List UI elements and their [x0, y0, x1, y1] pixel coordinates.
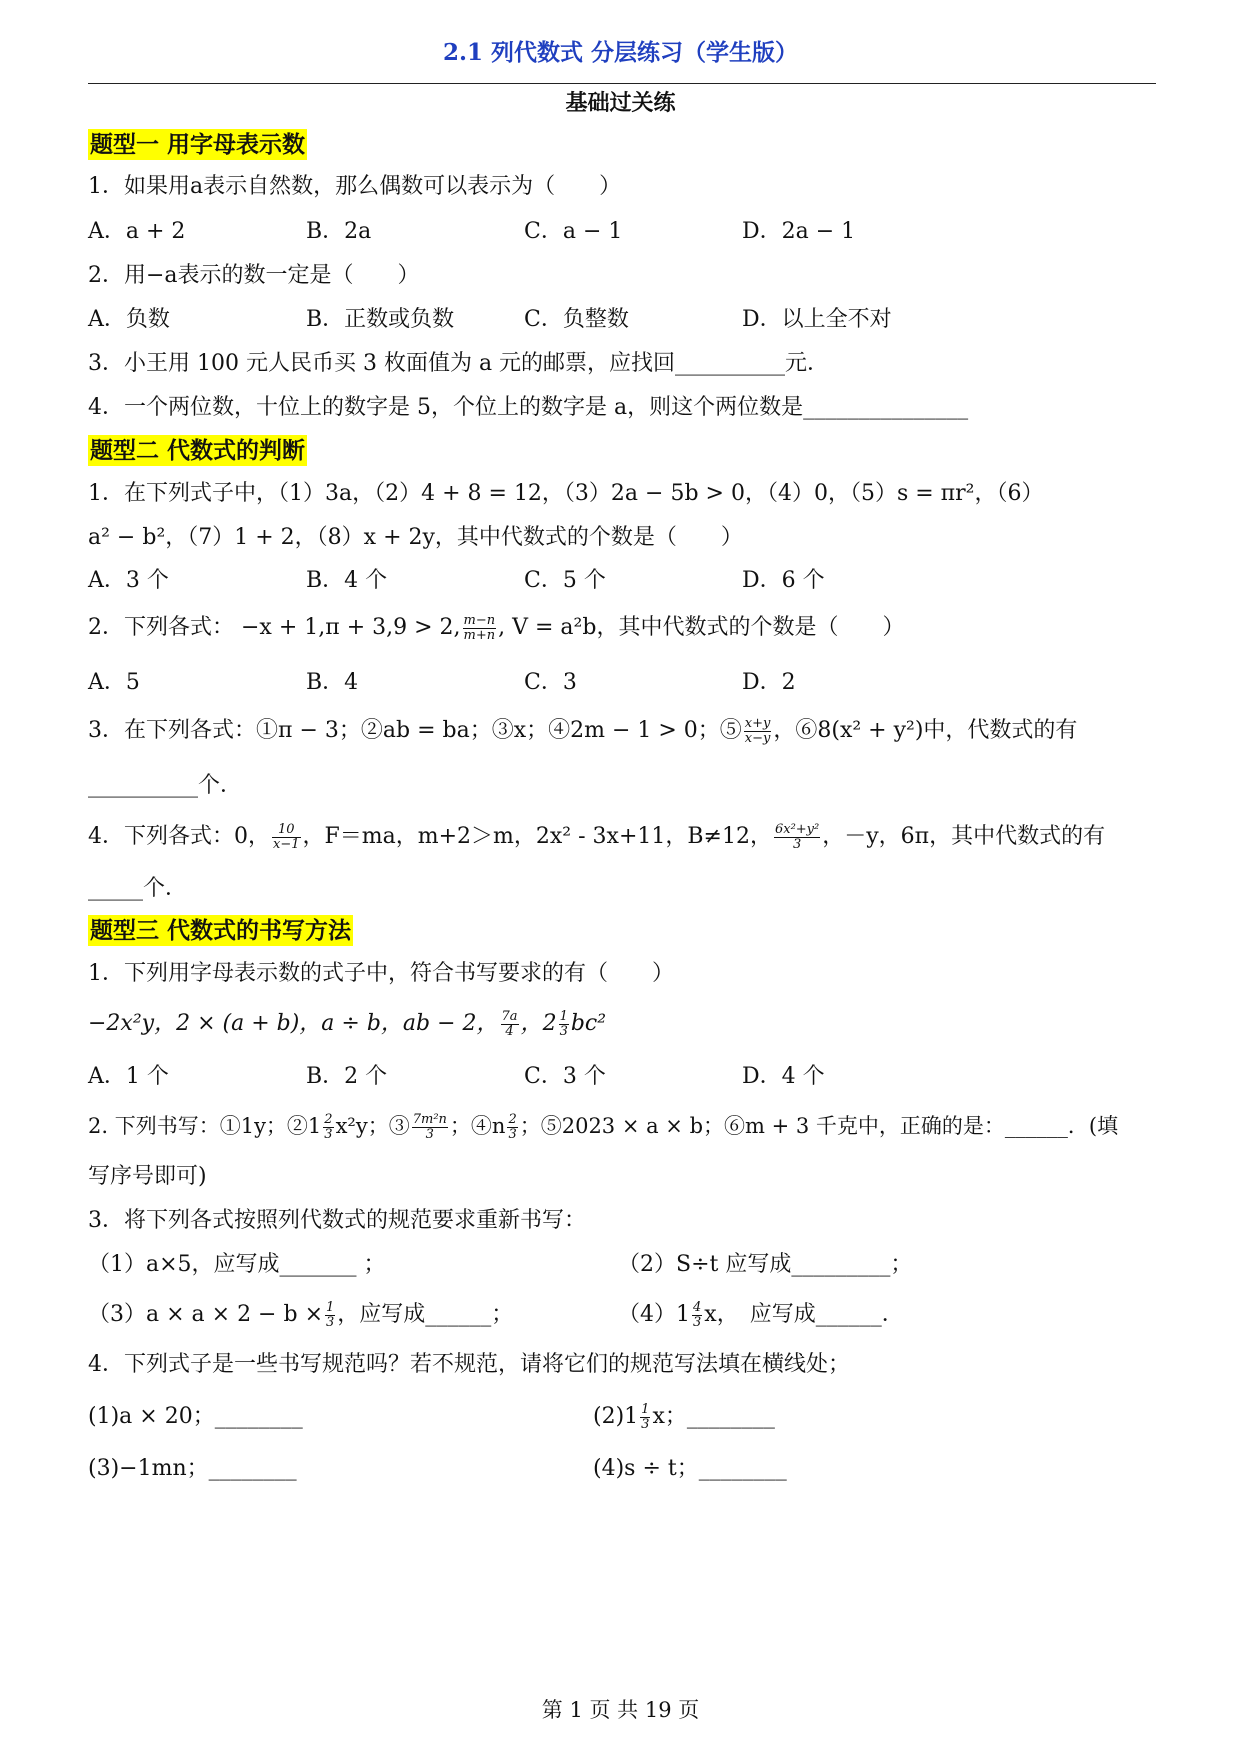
s1-q2-options	[88, 303, 1158, 337]
option-c: C．负整数	[524, 307, 629, 332]
option-b: B．4	[306, 670, 359, 695]
option-b: B．2a	[306, 219, 372, 244]
document-title: 2.1 列代数式 分层练习（学生版）	[442, 39, 799, 66]
fraction	[744, 717, 772, 746]
numerator: x+y	[744, 715, 771, 731]
option-b: B．2 个	[306, 1064, 388, 1089]
s3-q3-stem: 3．将下列各式按照列代数式的规范要求重新书写：	[88, 1208, 586, 1233]
s3-q2-stem	[88, 1109, 1158, 1143]
s3-q3-row2	[88, 1298, 1158, 1338]
option-d: D．以上全不对	[742, 307, 892, 332]
item-part: （4）1	[618, 1302, 690, 1327]
s3-q1-expr	[88, 1007, 1158, 1041]
section-1-heading	[88, 128, 1158, 163]
fraction	[323, 1113, 333, 1142]
fraction	[325, 1301, 335, 1330]
numerator: 7m²n	[412, 1112, 447, 1127]
numerator: 7a	[501, 1008, 518, 1024]
header-divider	[88, 83, 1156, 84]
stem-part: ，⑥8(x² + y²)中，代数式的有	[773, 718, 1078, 743]
s2-q1-options	[88, 564, 1158, 598]
denominator: m+n	[463, 627, 496, 643]
fraction	[272, 823, 301, 852]
s3-q4-stem: 4．下列式子是一些书写规范吗？若不规范，请将它们的规范写法填在横线处；	[88, 1352, 850, 1377]
s3-q1-options	[88, 1060, 1158, 1094]
s2-q2-stem	[88, 611, 1158, 645]
denominator: 3	[324, 1127, 333, 1142]
denominator: 3	[326, 1314, 335, 1330]
page-number: 第 1 页 共 19 页	[541, 1698, 700, 1722]
denominator: 3	[559, 1023, 568, 1039]
s1-q3-stem: 3．小王用 100 元人民币买 3 枚面值为 a 元的邮票，应找回__________元．	[88, 351, 830, 376]
numerator: 1	[326, 1299, 335, 1315]
item-part: (2)1	[593, 1404, 639, 1429]
numerator: 10	[272, 823, 301, 838]
level-title: 基础过关练	[565, 90, 676, 116]
numerator: 1	[559, 1008, 568, 1024]
s3-q4-row2	[88, 1452, 1158, 1486]
s2-q1-line2: a² − b²，（7）1 + 2，（8）x + 2y，其中代数式的个数是（ ）	[88, 525, 743, 550]
item-part: （3）a × a × 2 − b ×	[88, 1302, 323, 1327]
fraction	[692, 1301, 702, 1330]
s3-q4-row1	[88, 1400, 1158, 1440]
s1-q1-options	[88, 215, 1158, 249]
stem-part: , V = a²b，其中代数式的个数是（ ）	[498, 615, 905, 640]
s1-q4-stem: 4．一个两位数，十位上的数字是 5，个位上的数字是 a，则这个两位数是_______________	[88, 395, 969, 420]
item-3	[88, 1298, 513, 1332]
stem-part: 2. 下列书写：①1y；②1	[88, 1114, 322, 1138]
option-b: B．4 个	[306, 568, 388, 593]
expr-part: ，2	[520, 1011, 557, 1036]
item-2	[593, 1400, 775, 1434]
item-2: （2）S÷t 应写成_________；	[618, 1252, 913, 1277]
item-1: (1)a × 20；________	[88, 1404, 303, 1429]
section-2-heading	[88, 434, 1158, 469]
s3-q2-line2: 写序号即可)	[88, 1164, 207, 1189]
stem-part: ；⑤2023 × a × b；⑥m + 3 千克中，正确的是：______．(填	[519, 1114, 1119, 1138]
s2-q2-options	[88, 666, 1158, 700]
s2-q4-line2: _____个．	[88, 876, 188, 901]
option-b: B．正数或负数	[306, 307, 455, 332]
stem-part: ；④n	[449, 1114, 506, 1138]
expr-part: −2x²y，2 × (a + b)，a ÷ b，ab − 2，	[88, 1011, 499, 1036]
denominator: 3	[508, 1127, 517, 1142]
option-d: D．2	[742, 670, 796, 695]
denominator: x−1	[273, 836, 300, 852]
option-a: A．5	[88, 670, 140, 695]
stem-part: ，－y，6π，其中代数式的有	[822, 824, 1106, 849]
item-part: x；________	[652, 1404, 775, 1429]
option-c: C．a − 1	[524, 219, 623, 244]
stem-part: 3．在下列各式：①π − 3；②ab = ba；③x；④2m − 1 > 0；⑤	[88, 718, 742, 743]
option-c: C．3	[524, 670, 577, 695]
section-title: 题型一 用字母表示数	[90, 131, 306, 158]
fraction	[412, 1113, 448, 1142]
s1-q1-stem: 1．如果用a表示自然数，那么偶数可以表示为（ ）	[88, 174, 622, 199]
stem-part: 2．下列各式： −x + 1,π + 3,9 > 2,	[88, 615, 461, 640]
expr-part: bc²	[570, 1011, 607, 1036]
numerator: 4	[693, 1299, 702, 1315]
fraction	[640, 1403, 650, 1432]
option-a: A．a + 2	[88, 219, 186, 244]
denominator: 3	[792, 836, 802, 852]
fraction	[774, 823, 820, 852]
item-part: x， 应写成______．	[704, 1302, 904, 1327]
denominator: 3	[693, 1314, 702, 1330]
option-d: D．4 个	[742, 1064, 825, 1089]
item-4: (4)s ÷ t；________	[593, 1456, 787, 1481]
option-a: A．1 个	[88, 1064, 169, 1089]
item-1: （1）a×5，应写成_______ ；	[88, 1252, 386, 1277]
s2-q4-stem	[88, 820, 1158, 854]
item-3: (3)−1mn；________	[88, 1456, 297, 1481]
section-3-heading	[88, 914, 1158, 949]
s2-q3-stem	[88, 714, 1158, 748]
numerator: m−n	[463, 612, 496, 628]
fraction	[501, 1010, 519, 1039]
s3-q3-row1	[88, 1248, 1158, 1282]
s3-q1-stem: 1．下列用字母表示数的式子中，符合书写要求的有（ ）	[88, 961, 674, 986]
option-d: D．6 个	[742, 568, 825, 593]
numerator: 2	[324, 1112, 333, 1127]
fraction	[463, 614, 497, 643]
option-a: A．负数	[88, 307, 170, 332]
denominator: 3	[641, 1416, 650, 1432]
stem-part: 4．下列各式：0，	[88, 824, 270, 849]
section-title: 题型三 代数式的书写方法	[90, 917, 352, 944]
section-title: 题型二 代数式的判断	[90, 437, 306, 464]
stem-part: ，F＝ma，m+2＞m，2x² - 3x+11，B≠12，	[302, 824, 772, 849]
numerator: 6x²+y²	[774, 821, 820, 837]
fraction	[559, 1010, 569, 1039]
fraction	[507, 1113, 517, 1142]
option-c: C．3 个	[524, 1064, 606, 1089]
denominator: 4	[505, 1023, 514, 1039]
denominator: 3	[425, 1127, 434, 1142]
s1-q2-stem: 2．用−a表示的数一定是（ ）	[88, 263, 420, 288]
option-d: D．2a − 1	[742, 219, 856, 244]
s2-q1-line1: 1．在下列式子中，（1）3a，（2）4 + 8 = 12，（3）2a − 5b > 0，（4）0，（5）s = πr²，（6）	[88, 481, 1044, 506]
item-4	[618, 1298, 904, 1332]
denominator: x−y	[744, 730, 771, 746]
option-c: C．5 个	[524, 568, 606, 593]
s2-q3-line2: __________个．	[88, 773, 243, 798]
item-part: ，应写成______；	[337, 1302, 514, 1327]
numerator: 2	[508, 1112, 517, 1127]
option-a: A．3 个	[88, 568, 169, 593]
numerator: 1	[641, 1401, 650, 1417]
stem-part: x²y；③	[335, 1114, 410, 1138]
